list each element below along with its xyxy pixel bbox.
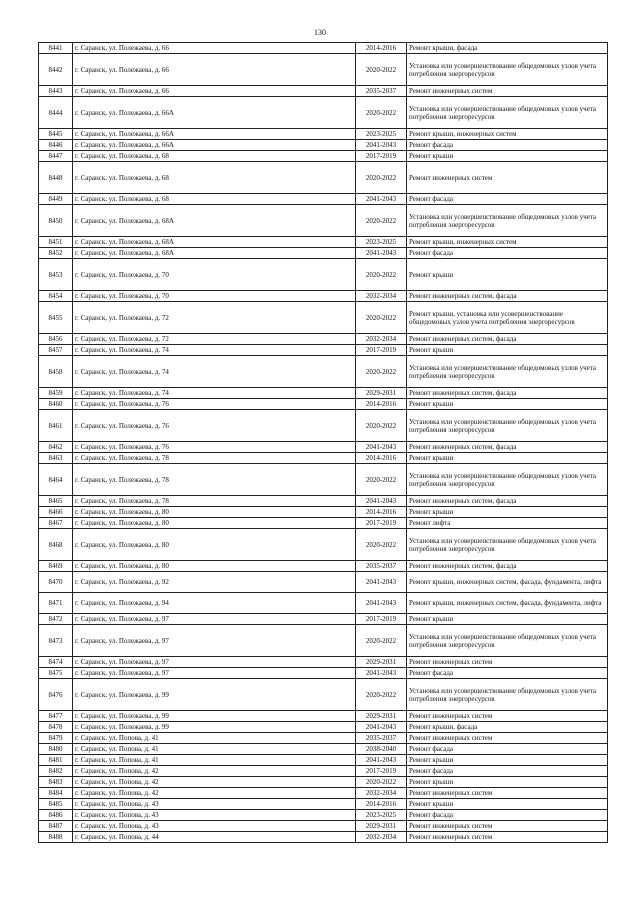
row-number: 8442 xyxy=(39,54,73,86)
row-period: 2041-2043 xyxy=(356,496,407,507)
table-row xyxy=(39,496,608,507)
row-number: 8478 xyxy=(39,722,73,733)
table-row xyxy=(39,302,608,334)
row-period: 2032-2034 xyxy=(356,334,407,345)
row-address: г. Саранск, ул. Полежаева, д. 66 xyxy=(73,54,356,86)
row-period: 2029-2031 xyxy=(356,711,407,722)
row-number: 8452 xyxy=(39,248,73,259)
table-row xyxy=(39,832,608,843)
row-work-type: Ремонт крыши, инженерных систем, фасада, фундамента, лифта xyxy=(407,572,608,593)
table-row xyxy=(39,129,608,140)
row-period: 2020-2022 xyxy=(356,464,407,496)
row-period: 2041-2043 xyxy=(356,442,407,453)
row-address: г. Саранск, ул. Полежаева, д. 80 xyxy=(73,518,356,529)
row-number: 8486 xyxy=(39,810,73,821)
row-work-type: Установка или усовершенствование общедомовых узлов учета потребления энергоресурсов xyxy=(407,464,608,496)
row-number: 8470 xyxy=(39,572,73,593)
row-number: 8488 xyxy=(39,832,73,843)
row-number: 8461 xyxy=(39,410,73,442)
table-row xyxy=(39,399,608,410)
row-address: г. Саранск, ул. Полежаева, д. 68 xyxy=(73,194,356,205)
row-period: 2020-2022 xyxy=(356,777,407,788)
table-row xyxy=(39,821,608,832)
row-address: г. Саранск, ул. Полежаева, д. 68А xyxy=(73,237,356,248)
row-period: 2032-2034 xyxy=(356,291,407,302)
row-number: 8460 xyxy=(39,399,73,410)
row-address: г. Саранск, ул. Полежаева, д. 68А xyxy=(73,205,356,237)
row-address: г. Саранск, ул. Полежаева, д. 74 xyxy=(73,356,356,388)
row-work-type: Ремонт крыши, инженерных систем, фасада, фундамента, лифта xyxy=(407,593,608,614)
row-number: 8450 xyxy=(39,205,73,237)
table-row xyxy=(39,248,608,259)
row-address: г. Саранск, ул. Полежаева, д. 99 xyxy=(73,711,356,722)
row-address: г. Саранск, ул. Полежаева, д. 94 xyxy=(73,593,356,614)
row-work-type: Ремонт инженерных систем, фасада xyxy=(407,291,608,302)
row-period: 2020-2022 xyxy=(356,529,407,561)
row-address: г. Саранск, ул. Полежаева, д. 97 xyxy=(73,614,356,625)
row-work-type: Ремонт крыши xyxy=(407,151,608,162)
row-number: 8468 xyxy=(39,529,73,561)
row-period: 2041-2043 xyxy=(356,194,407,205)
row-work-type: Ремонт фасада xyxy=(407,766,608,777)
table-row xyxy=(39,356,608,388)
table-row xyxy=(39,668,608,679)
row-work-type: Ремонт фасада xyxy=(407,744,608,755)
table-row xyxy=(39,410,608,442)
row-address: г. Саранск, ул. Полежаева, д. 92 xyxy=(73,572,356,593)
row-work-type: Ремонт инженерных систем xyxy=(407,711,608,722)
row-address: г. Саранск, ул. Полежаева, д. 70 xyxy=(73,259,356,291)
table-row xyxy=(39,810,608,821)
row-work-type: Ремонт крыши, установка или усовершенствование общедомовых узлов учета потребления энергоресурсов xyxy=(407,302,608,334)
row-number: 8445 xyxy=(39,129,73,140)
row-address: г. Саранск, ул. Полежаева, д. 66 xyxy=(73,86,356,97)
row-number: 8481 xyxy=(39,755,73,766)
row-number: 8475 xyxy=(39,668,73,679)
table-body xyxy=(39,43,608,843)
row-work-type: Ремонт фасада xyxy=(407,810,608,821)
row-address: г. Саранск, ул. Полежаева, д. 66 xyxy=(73,43,356,54)
row-work-type: Ремонт инженерных систем, фасада xyxy=(407,561,608,572)
table-row xyxy=(39,788,608,799)
row-address: г. Саранск, ул. Попова, д. 41 xyxy=(73,755,356,766)
table-row xyxy=(39,572,608,593)
row-address: г. Саранск, ул. Полежаева, д. 70 xyxy=(73,291,356,302)
row-number: 8462 xyxy=(39,442,73,453)
row-work-type: Ремонт инженерных систем xyxy=(407,86,608,97)
row-period: 2029-2031 xyxy=(356,388,407,399)
row-number: 8485 xyxy=(39,799,73,810)
table-row xyxy=(39,733,608,744)
row-address: г. Саранск, ул. Полежаева, д. 97 xyxy=(73,668,356,679)
row-work-type: Ремонт инженерных систем xyxy=(407,832,608,843)
row-work-type: Ремонт инженерных систем, фасада xyxy=(407,388,608,399)
row-address: г. Саранск, ул. Полежаева, д. 76 xyxy=(73,410,356,442)
row-address: г. Саранск, ул. Полежаева, д. 97 xyxy=(73,657,356,668)
row-period: 2017-2019 xyxy=(356,518,407,529)
row-work-type: Ремонт инженерных систем, фасада xyxy=(407,334,608,345)
row-work-type: Ремонт крыши, инженерных систем xyxy=(407,237,608,248)
row-number: 8463 xyxy=(39,453,73,464)
row-work-type: Ремонт крыши, фасада xyxy=(407,722,608,733)
page-number: 130 xyxy=(314,28,326,37)
row-work-type: Ремонт крыши xyxy=(407,777,608,788)
row-number: 8443 xyxy=(39,86,73,97)
row-period: 2035-2037 xyxy=(356,86,407,97)
row-work-type: Ремонт крыши xyxy=(407,507,608,518)
row-address: г. Саранск, ул. Полежаева, д. 78 xyxy=(73,496,356,507)
row-work-type: Ремонт фасада xyxy=(407,140,608,151)
row-period: 2041-2043 xyxy=(356,755,407,766)
row-period: 2017-2019 xyxy=(356,151,407,162)
row-address: г. Саранск, ул. Полежаева, д. 99 xyxy=(73,679,356,711)
row-number: 8451 xyxy=(39,237,73,248)
row-address: г. Саранск, ул. Полежаева, д. 72 xyxy=(73,334,356,345)
row-period: 2041-2043 xyxy=(356,248,407,259)
table-row xyxy=(39,722,608,733)
row-number: 8454 xyxy=(39,291,73,302)
row-work-type: Ремонт крыши xyxy=(407,755,608,766)
row-work-type: Установка или усовершенствование общедомовых узлов учета потребления энергоресурсов xyxy=(407,410,608,442)
row-period: 2023-2025 xyxy=(356,237,407,248)
row-work-type: Ремонт инженерных систем xyxy=(407,162,608,194)
row-address: г. Саранск, ул. Попова, д. 42 xyxy=(73,777,356,788)
row-number: 8471 xyxy=(39,593,73,614)
table-row xyxy=(39,151,608,162)
table-row xyxy=(39,744,608,755)
row-address: г. Саранск, ул. Полежаева, д. 80 xyxy=(73,529,356,561)
row-number: 8479 xyxy=(39,733,73,744)
row-number: 8446 xyxy=(39,140,73,151)
row-period: 2020-2022 xyxy=(356,162,407,194)
row-period: 2020-2022 xyxy=(356,302,407,334)
row-address: г. Саранск, ул. Полежаева, д. 78 xyxy=(73,453,356,464)
row-number: 8441 xyxy=(39,43,73,54)
row-address: г. Саранск, ул. Полежаева, д. 99 xyxy=(73,722,356,733)
row-number: 8466 xyxy=(39,507,73,518)
row-address: г. Саранск, ул. Полежаева, д. 74 xyxy=(73,388,356,399)
row-number: 8448 xyxy=(39,162,73,194)
row-number: 8469 xyxy=(39,561,73,572)
table-row xyxy=(39,43,608,54)
table-row xyxy=(39,453,608,464)
row-number: 8467 xyxy=(39,518,73,529)
row-period: 2020-2022 xyxy=(356,410,407,442)
row-period: 2029-2031 xyxy=(356,657,407,668)
table-row xyxy=(39,162,608,194)
row-address: г. Саранск, ул. Попова, д. 42 xyxy=(73,788,356,799)
row-work-type: Установка или усовершенствование общедомовых узлов учета потребления энергоресурсов xyxy=(407,205,608,237)
table-row xyxy=(39,291,608,302)
row-address: г. Саранск, ул. Полежаева, д. 68А xyxy=(73,248,356,259)
row-work-type: Ремонт инженерных систем xyxy=(407,733,608,744)
row-number: 8482 xyxy=(39,766,73,777)
table-row xyxy=(39,442,608,453)
table-row xyxy=(39,86,608,97)
row-address: г. Саранск, ул. Полежаева, д. 97 xyxy=(73,625,356,657)
row-period: 2017-2019 xyxy=(356,614,407,625)
row-number: 8449 xyxy=(39,194,73,205)
row-work-type: Ремонт инженерных систем, фасада xyxy=(407,442,608,453)
row-work-type: Ремонт крыши xyxy=(407,799,608,810)
table-row xyxy=(39,205,608,237)
table-row xyxy=(39,388,608,399)
row-work-type: Ремонт лифта xyxy=(407,518,608,529)
row-period: 2041-2043 xyxy=(356,722,407,733)
row-address: г. Саранск, ул. Полежаева, д. 80 xyxy=(73,507,356,518)
row-work-type: Установка или усовершенствование общедомовых узлов учета потребления энергоресурсов xyxy=(407,679,608,711)
row-work-type: Ремонт крыши, фасада xyxy=(407,43,608,54)
row-period: 2014-2016 xyxy=(356,43,407,54)
row-period: 2020-2022 xyxy=(356,97,407,129)
row-number: 8464 xyxy=(39,464,73,496)
row-work-type: Ремонт фасада xyxy=(407,194,608,205)
row-number: 8474 xyxy=(39,657,73,668)
row-period: 2041-2043 xyxy=(356,593,407,614)
row-work-type: Ремонт крыши xyxy=(407,399,608,410)
row-period: 2032-2034 xyxy=(356,832,407,843)
row-address: г. Саранск, ул. Попова, д. 43 xyxy=(73,821,356,832)
table-row xyxy=(39,679,608,711)
row-number: 8477 xyxy=(39,711,73,722)
row-period: 2017-2019 xyxy=(356,345,407,356)
row-address: г. Саранск, ул. Полежаева, д. 66А xyxy=(73,140,356,151)
row-address: г. Саранск, ул. Попова, д. 43 xyxy=(73,799,356,810)
row-period: 2014-2016 xyxy=(356,507,407,518)
row-period: 2038-2040 xyxy=(356,744,407,755)
row-address: г. Саранск, ул. Попова, д. 41 xyxy=(73,733,356,744)
table-row xyxy=(39,345,608,356)
row-period: 2023-2025 xyxy=(356,810,407,821)
table-row xyxy=(39,593,608,614)
table-row xyxy=(39,259,608,291)
row-number: 8483 xyxy=(39,777,73,788)
row-period: 2035-2037 xyxy=(356,733,407,744)
row-period: 2035-2037 xyxy=(356,561,407,572)
table-row xyxy=(39,464,608,496)
row-work-type: Ремонт крыши xyxy=(407,614,608,625)
row-address: г. Саранск, ул. Полежаева, д. 68 xyxy=(73,151,356,162)
table-row xyxy=(39,657,608,668)
row-work-type: Ремонт инженерных систем xyxy=(407,788,608,799)
row-period: 2041-2043 xyxy=(356,140,407,151)
row-work-type: Ремонт крыши, инженерных систем xyxy=(407,129,608,140)
table-row xyxy=(39,518,608,529)
row-work-type: Ремонт крыши xyxy=(407,259,608,291)
row-work-type: Установка или усовершенствование общедомовых узлов учета потребления энергоресурсов xyxy=(407,54,608,86)
row-address: г. Саранск, ул. Полежаева, д. 66А xyxy=(73,97,356,129)
row-period: 2020-2022 xyxy=(356,679,407,711)
row-period: 2020-2022 xyxy=(356,259,407,291)
row-address: г. Саранск, ул. Попова, д. 42 xyxy=(73,766,356,777)
table-row xyxy=(39,625,608,657)
row-number: 8487 xyxy=(39,821,73,832)
row-period: 2014-2016 xyxy=(356,399,407,410)
row-period: 2041-2043 xyxy=(356,668,407,679)
row-number: 8457 xyxy=(39,345,73,356)
row-work-type: Установка или усовершенствование общедомовых узлов учета потребления энергоресурсов xyxy=(407,529,608,561)
row-number: 8476 xyxy=(39,679,73,711)
row-address: г. Саранск, ул. Попова, д. 44 xyxy=(73,832,356,843)
table-row xyxy=(39,711,608,722)
row-work-type: Установка или усовершенствование общедомовых узлов учета потребления энергоресурсов xyxy=(407,97,608,129)
row-work-type: Ремонт инженерных систем xyxy=(407,821,608,832)
table-row xyxy=(39,54,608,86)
row-number: 8484 xyxy=(39,788,73,799)
row-number: 8459 xyxy=(39,388,73,399)
row-number: 8472 xyxy=(39,614,73,625)
row-number: 8453 xyxy=(39,259,73,291)
row-period: 2041-2043 xyxy=(356,572,407,593)
table-row xyxy=(39,777,608,788)
row-address: г. Саранск, ул. Попова, д. 43 xyxy=(73,810,356,821)
row-address: г. Саранск, ул. Полежаева, д. 78 xyxy=(73,464,356,496)
table-row xyxy=(39,507,608,518)
row-number: 8473 xyxy=(39,625,73,657)
row-work-type: Ремонт крыши xyxy=(407,453,608,464)
row-address: г. Саранск, ул. Полежаева, д. 76 xyxy=(73,442,356,453)
row-work-type: Ремонт фасада xyxy=(407,668,608,679)
row-period: 2023-2025 xyxy=(356,129,407,140)
row-work-type: Ремонт фасада xyxy=(407,248,608,259)
row-number: 8444 xyxy=(39,97,73,129)
row-number: 8465 xyxy=(39,496,73,507)
row-period: 2032-2034 xyxy=(356,788,407,799)
row-period: 2029-2031 xyxy=(356,821,407,832)
row-work-type: Ремонт инженерных систем, фасада xyxy=(407,496,608,507)
table-row xyxy=(39,334,608,345)
repair-schedule-table xyxy=(38,42,608,843)
table-row xyxy=(39,529,608,561)
row-period: 2017-2019 xyxy=(356,766,407,777)
table-row xyxy=(39,799,608,810)
row-period: 2020-2022 xyxy=(356,54,407,86)
row-number: 8458 xyxy=(39,356,73,388)
row-work-type: Установка или усовершенствование общедомовых узлов учета потребления энергоресурсов xyxy=(407,356,608,388)
row-number: 8455 xyxy=(39,302,73,334)
row-period: 2014-2016 xyxy=(356,799,407,810)
table-row xyxy=(39,194,608,205)
row-number: 8447 xyxy=(39,151,73,162)
row-period: 2020-2022 xyxy=(356,205,407,237)
table-row xyxy=(39,237,608,248)
row-work-type: Установка или усовершенствование общедомовых узлов учета потребления энергоресурсов xyxy=(407,625,608,657)
table-row xyxy=(39,766,608,777)
table-row xyxy=(39,97,608,129)
table-row xyxy=(39,614,608,625)
row-address: г. Саранск, ул. Полежаева, д. 66А xyxy=(73,129,356,140)
row-work-type: Ремонт крыши xyxy=(407,345,608,356)
row-address: г. Саранск, ул. Полежаева, д. 76 xyxy=(73,399,356,410)
row-period: 2014-2016 xyxy=(356,453,407,464)
row-address: г. Саранск, ул. Полежаева, д. 72 xyxy=(73,302,356,334)
table-row xyxy=(39,140,608,151)
row-number: 8456 xyxy=(39,334,73,345)
row-address: г. Саранск, ул. Полежаева, д. 68 xyxy=(73,162,356,194)
row-address: г. Саранск, ул. Полежаева, д. 74 xyxy=(73,345,356,356)
row-address: г. Саранск, ул. Попова, д. 41 xyxy=(73,744,356,755)
table-row xyxy=(39,755,608,766)
row-work-type: Ремонт инженерных систем xyxy=(407,657,608,668)
row-address: г. Саранск, ул. Полежаева, д. 80 xyxy=(73,561,356,572)
row-period: 2020-2022 xyxy=(356,356,407,388)
table-row xyxy=(39,561,608,572)
row-number: 8480 xyxy=(39,744,73,755)
row-period: 2020-2022 xyxy=(356,625,407,657)
